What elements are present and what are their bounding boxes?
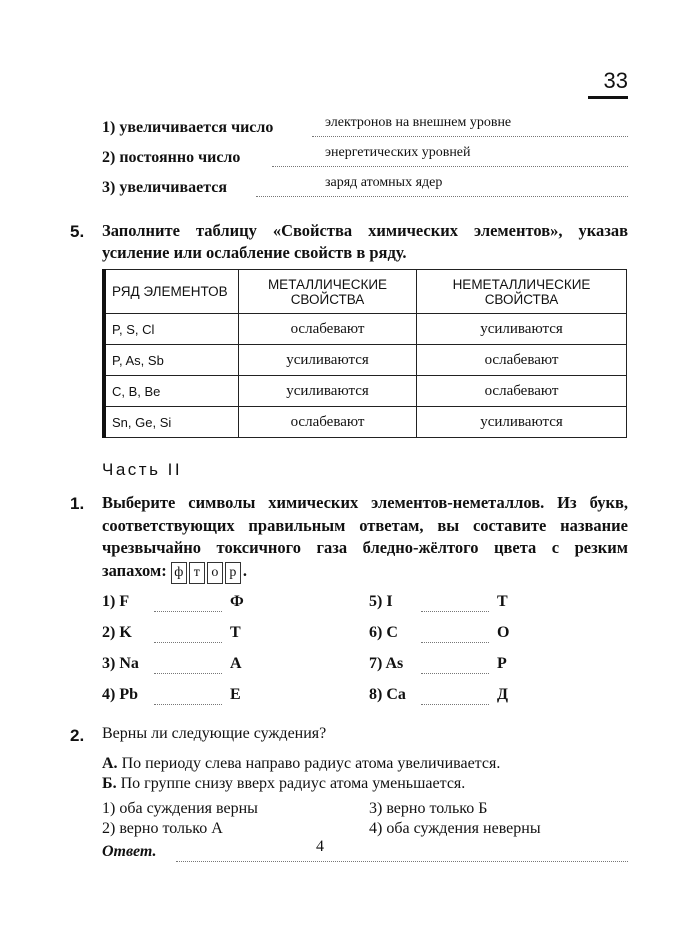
row-metallic[interactable]: ослабевают (239, 407, 417, 438)
row-nonmetallic[interactable]: усиливаются (417, 407, 627, 438)
fill-label-1: 1) увеличивается число (102, 119, 274, 136)
choice-1: 1) оба суждения верны (102, 800, 258, 817)
option-5-line[interactable] (421, 595, 489, 612)
option-1-label: 1) F (102, 593, 130, 610)
answer-suffix: . (242, 560, 247, 580)
part-title: Часть II (102, 460, 183, 479)
header-metallic: МЕТАЛЛИЧЕСКИЕ СВОЙСТВА (239, 270, 417, 314)
option-3-letter: А (230, 655, 242, 672)
task1-number: 1. (70, 494, 85, 513)
answer-line[interactable] (176, 843, 628, 862)
choice-3: 3) верно только Б (369, 800, 488, 817)
option-2-label: 2) K (102, 624, 132, 641)
statement-b-text: По группе снизу вверх радиус атома уменьшается. (120, 775, 466, 792)
table-row (104, 407, 627, 438)
fill-label-3: 3) увеличивается (102, 179, 228, 196)
answer-letter-box[interactable]: р (225, 562, 241, 584)
choice-4: 4) оба суждения неверны (369, 820, 541, 837)
fill-answer-3[interactable]: заряд атомных ядер (325, 175, 443, 190)
row-metallic[interactable]: усиливаются (239, 345, 417, 376)
row-metallic[interactable]: ослабевают (239, 314, 417, 345)
statement-b (102, 775, 465, 793)
option-3-line[interactable] (154, 657, 222, 674)
option-2-letter: Т (230, 624, 241, 641)
statement-b-label: Б. (102, 775, 117, 792)
row-nonmetallic[interactable]: усиливаются (417, 314, 627, 345)
page-number-rule (588, 96, 628, 99)
option-4-letter: Е (230, 686, 241, 703)
answer-letter-box[interactable]: о (207, 562, 223, 584)
option-8-label: 8) Ca (369, 686, 406, 703)
option-7-line[interactable] (421, 657, 489, 674)
row-nonmetallic[interactable]: ослабевают (417, 345, 627, 376)
table-row (104, 376, 627, 407)
option-5-label: 5) I (369, 593, 393, 610)
header-series: РЯД ЭЛЕМЕНТОВ (104, 270, 239, 314)
page-number: 33 (603, 68, 628, 93)
option-6-label: 6) C (369, 624, 398, 641)
option-3-label: 3) Na (102, 655, 139, 672)
task2-question: Верны ли следующие суждения? (102, 725, 327, 742)
answer-value[interactable]: 4 (316, 838, 324, 855)
statement-a-text: По периоду слева направо радиус атома увеличивается. (121, 755, 501, 772)
statement-a (102, 755, 500, 773)
row-series: P, As, Sb (104, 345, 239, 376)
row-series: C, B, Be (104, 376, 239, 407)
answer-letter-box[interactable]: т (189, 562, 205, 584)
row-metallic[interactable]: усиливаются (239, 376, 417, 407)
option-1-line[interactable] (154, 595, 222, 612)
answer-letter-box[interactable]: ф (171, 562, 187, 584)
option-8-line[interactable] (421, 688, 489, 705)
task5-text: Заполните таблицу «Свойства химических элементов», указав усиление или ослабление свойств в ряду. (102, 221, 628, 262)
task5-number: 5. (70, 222, 85, 241)
option-6-line[interactable] (421, 626, 489, 643)
table-row (104, 345, 627, 376)
properties-table (102, 269, 627, 438)
row-series: P, S, Cl (104, 314, 239, 345)
option-4-line[interactable] (154, 688, 222, 705)
task2-number: 2. (70, 726, 85, 745)
fill-label-2: 2) постоянно число (102, 149, 241, 166)
row-series: Sn, Ge, Si (104, 407, 239, 438)
option-6-letter: О (497, 624, 510, 641)
choice-2: 2) верно только А (102, 820, 223, 837)
fill-answer-2[interactable]: энергетических уровней (325, 145, 471, 160)
row-nonmetallic[interactable]: ослабевают (417, 376, 627, 407)
table-header-row (104, 270, 627, 314)
header-nonmetallic: НЕМЕТАЛЛИЧЕСКИЕ СВОЙСТВА (417, 270, 627, 314)
option-1-letter: Ф (230, 593, 244, 610)
task1-text-body: Выберите символы химических элементов-неметаллов. Из букв, соответствующих правильным ответам, вы составите название чрезвычайно токсичного газа бледно-жёлтого цвета с резким запахом: (102, 493, 628, 580)
option-8-letter: Д (497, 686, 509, 703)
option-4-label: 4) Pb (102, 686, 138, 703)
table-row (104, 314, 627, 345)
option-5-letter: Т (497, 593, 508, 610)
statement-a-label: А. (102, 755, 118, 772)
option-2-line[interactable] (154, 626, 222, 643)
option-7-letter: Р (497, 655, 507, 672)
answer-label: Ответ. (102, 843, 157, 860)
answer-letter-boxes (171, 561, 243, 580)
option-7-label: 7) As (369, 655, 404, 672)
fill-answer-1[interactable]: электронов на внешнем уровне (325, 115, 512, 130)
task1-text (102, 492, 628, 584)
